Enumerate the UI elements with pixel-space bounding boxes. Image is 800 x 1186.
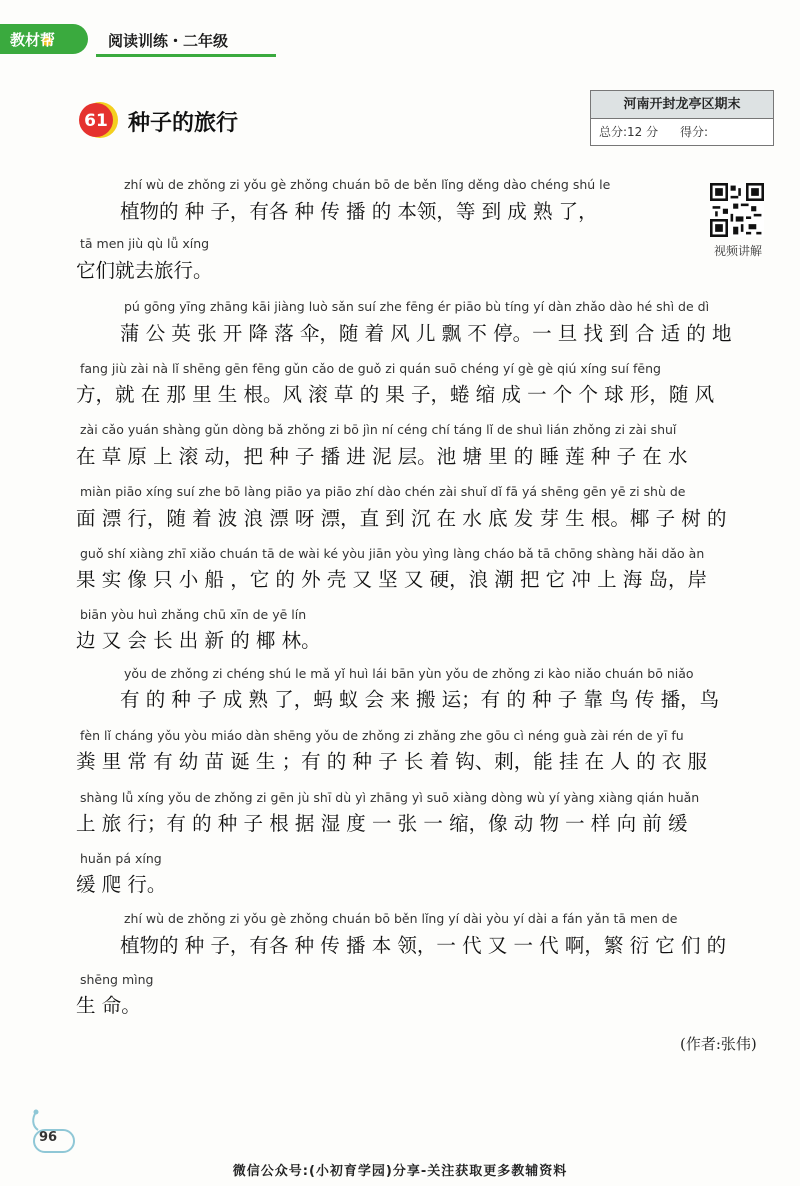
section-title: 阅读训练・二年级 <box>108 32 229 50</box>
text-line: 植物的 种 子，有各 种 传 播 本 领，一 代 又 一 代 啊，繁 衍 它 们 的 <box>120 934 727 957</box>
lesson-number: 61 <box>84 111 108 131</box>
text-line: 有 的 种 子 成 熟 了，蚂 蚁 会 来 搬 运；有 的 种 子 靠 鸟 传 播，鸟 <box>120 688 720 711</box>
text-line: 边 又 会 长 出 新 的 椰 林。 <box>76 629 321 652</box>
pinyin-line: miàn piāo xíng suí zhe bō làng piāo ya piāo zhí dào chén zài shuǐ dǐ fā yá shēng gēn yē zi shù de <box>80 484 686 499</box>
text-line: 生 命。 <box>76 994 141 1017</box>
exam-source: 河南开封龙亭区期末 <box>591 91 773 119</box>
pinyin-line: shēng mìng <box>80 972 154 987</box>
score-box <box>590 90 774 146</box>
author-credit: (作者:张伟) <box>680 1035 757 1053</box>
total-score: 总分:12 分 <box>599 125 659 139</box>
pinyin-line: fèn lǐ cháng yǒu yòu miáo dàn shēng yǒu de zhǒng zi zhǎng zhe gōu cì néng guà zài rén de yī fu <box>80 728 684 743</box>
text-line: 果 实 像 只 小 船 ，它 的 外 壳 又 坚 又 硬，浪 潮 把 它 冲 上 海 岛，岸 <box>76 568 707 591</box>
qr-code-icon[interactable] <box>710 183 764 237</box>
pinyin-line: pú gōng yīng zhāng kāi jiàng luò sǎn suí zhe fēng ér piāo bù tíng yí dàn zhǎo dào hé shì de dì <box>124 299 710 314</box>
text-line: 蒲 公 英 张 开 降 落 伞，随 着 风 儿 飘 不 停。一 旦 找 到 合 适 的 地 <box>120 322 732 345</box>
text-line: 它们就去旅行。 <box>76 259 213 282</box>
pinyin-line: huǎn pá xíng <box>80 851 162 866</box>
header-divider <box>96 54 276 57</box>
pinyin-line: tā men jiù qù lǚ xíng <box>80 236 210 251</box>
pinyin-line: yǒu de zhǒng zi chéng shú le mǎ yǐ huì lái bān yùn yǒu de zhǒng zi kào niǎo chuán bō niǎo <box>124 666 694 681</box>
brand-tab <box>0 24 88 54</box>
score-label: 得分: <box>679 125 709 139</box>
lesson-title: 种子的旅行 <box>128 111 239 136</box>
text-line: 植物的 种 子，有各 种 传 播 的 本领，等 到 成 熟 了， <box>120 200 598 223</box>
pinyin-line: zhí wù de zhǒng zi yǒu gè zhǒng chuán bō běn lǐng yí dài yòu yí dài a fán yǎn tā men de <box>124 911 678 926</box>
text-line: 在 草 原 上 滚 动，把 种 子 播 进 泥 层。池 塘 里 的 睡 莲 种 子 在 水 <box>76 445 688 468</box>
score-row <box>591 119 773 145</box>
page-number: 96 <box>39 1130 58 1145</box>
pinyin-line: guǒ shí xiàng zhī xiǎo chuán tā de wài ké yòu jiān yòu yìng làng cháo bǎ tā chōng shàng hǎi dǎo àn <box>80 546 705 561</box>
pinyin-line: shàng lǚ xíng yǒu de zhǒng zi gēn jù shī dù yì zhāng yì suō xiàng dòng wù yí yàng xiàng qián huǎn <box>80 790 700 805</box>
text-line: 面 漂 行，随 着 波 浪 漂 呀 漂，直 到 沉 在 水 底 发 芽 生 根。椰 子 树 的 <box>76 507 727 530</box>
text-line: 方，就 在 那 里 生 根。风 滚 草 的 果 子，蜷 缩 成 一 个 个 球 形，随 风 <box>76 383 715 406</box>
text-line: 缓 爬 行。 <box>76 873 167 896</box>
footer-note: 微信公众号:(小初育学园)分享-关注获取更多教辅资料 <box>232 1164 568 1179</box>
text-line: 上 旅 行；有 的 种 子 根 据 湿 度 一 张 一 缩，像 动 物 一 样 向 前 缓 <box>76 812 688 835</box>
pinyin-line: zhí wù de zhǒng zi yǒu gè zhǒng chuán bō de běn lǐng děng dào chéng shú le <box>124 177 611 192</box>
video-explanation-label: 视频讲解 <box>713 244 762 258</box>
pinyin-line: fang jiù zài nà lǐ shēng gēn fēng gǔn cǎo de guǒ zi quán suō chéng yí gè gè qiú xíng suí fēng <box>80 361 661 376</box>
pinyin-line: zài cǎo yuán shàng gǔn dòng bǎ zhǒng zi bō jìn ní céng chí táng lǐ de shuì lián zhǒng zi zài shuǐ <box>80 422 677 437</box>
lesson-number-badge <box>74 100 120 140</box>
pinyin-line: biān yòu huì zhǎng chū xīn de yē lín <box>80 607 307 622</box>
brand-label: 教材帮 <box>10 31 56 49</box>
text-line: 粪 里 常 有 幼 苗 诞 生 ；有 的 种 子 长 着 钩、刺，能 挂 在 人 的 衣 服 <box>76 750 707 773</box>
